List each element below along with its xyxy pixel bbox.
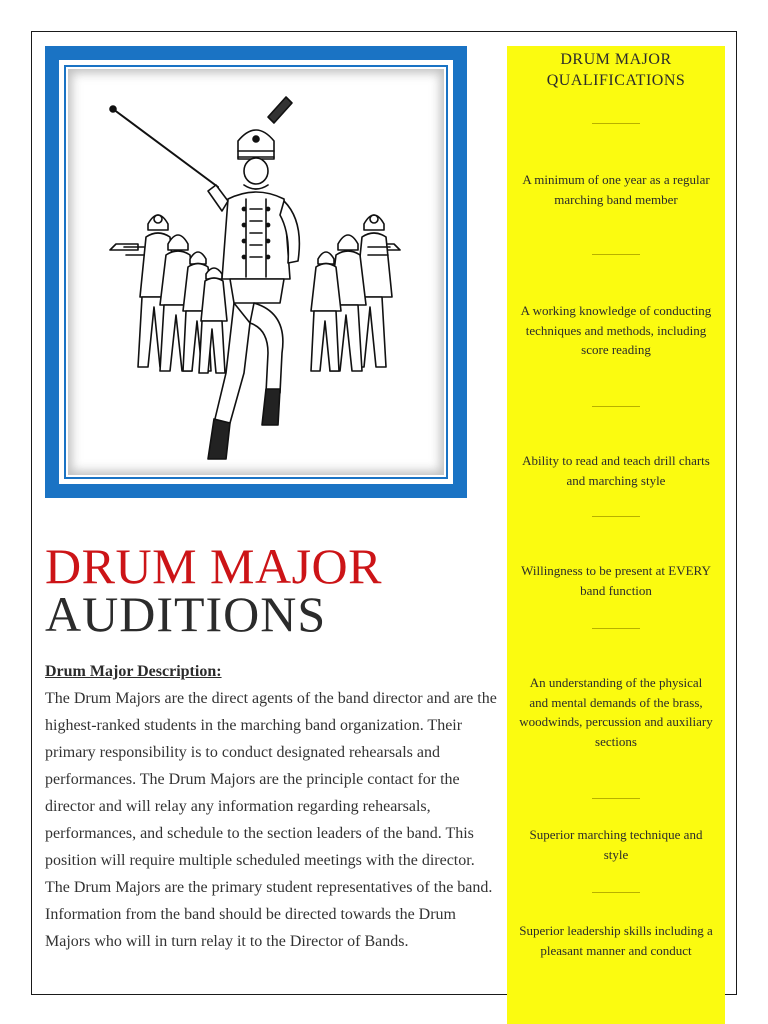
drum-major-illustration xyxy=(68,69,444,475)
separator xyxy=(592,406,640,407)
qualification-item: An understanding of the physical and mental demands of the brass, woodwinds, percussion and auxiliary sections xyxy=(519,675,713,749)
separator xyxy=(592,628,640,629)
qualifications-sidebar xyxy=(507,46,725,1024)
separator xyxy=(592,123,640,124)
illustration-frame xyxy=(45,46,467,498)
description-body: The Drum Majors are the direct agents of the band director and are the highest-ranked students in the marching band organization. Their primary responsibility is to conduct designated rehearsals and performances. The Drum Majors are the principle contact for the director and will relay any information regarding rehearsals, performances, and schedule to the section leaders of the band. This position will require multiple scheduled meetings with the director. The Drum Majors are the primary student representatives of the band. Information from the band should be directed towards the Drum Majors who will in turn relay it to the Director of Bands. xyxy=(45,690,497,950)
separator xyxy=(592,798,640,799)
qualification-item: Superior leadership skills including a pleasant manner and conduct xyxy=(519,923,713,958)
title-auditions: AUDITIONS xyxy=(45,586,327,642)
qualifications-title: DRUM MAJOR QUALIFICATIONS xyxy=(546,51,686,89)
band-members-left xyxy=(110,215,227,373)
description-heading: Drum Major Description: xyxy=(45,663,222,680)
title-drum-major: DRUM MAJOR xyxy=(45,538,383,594)
band-members-right xyxy=(311,215,400,371)
qualification-item: Superior marching technique and style xyxy=(529,827,703,862)
separator xyxy=(592,254,640,255)
qualification-item: A working knowledge of conducting techniques and methods, including score reading xyxy=(520,303,712,357)
qualification-item: A minimum of one year as a regular marching band member xyxy=(522,172,710,207)
separator xyxy=(592,892,640,893)
qualification-item: Ability to read and teach drill charts and marching style xyxy=(522,453,710,488)
separator xyxy=(592,516,640,517)
qualification-item: Willingness to be present at EVERY band function xyxy=(521,563,711,598)
